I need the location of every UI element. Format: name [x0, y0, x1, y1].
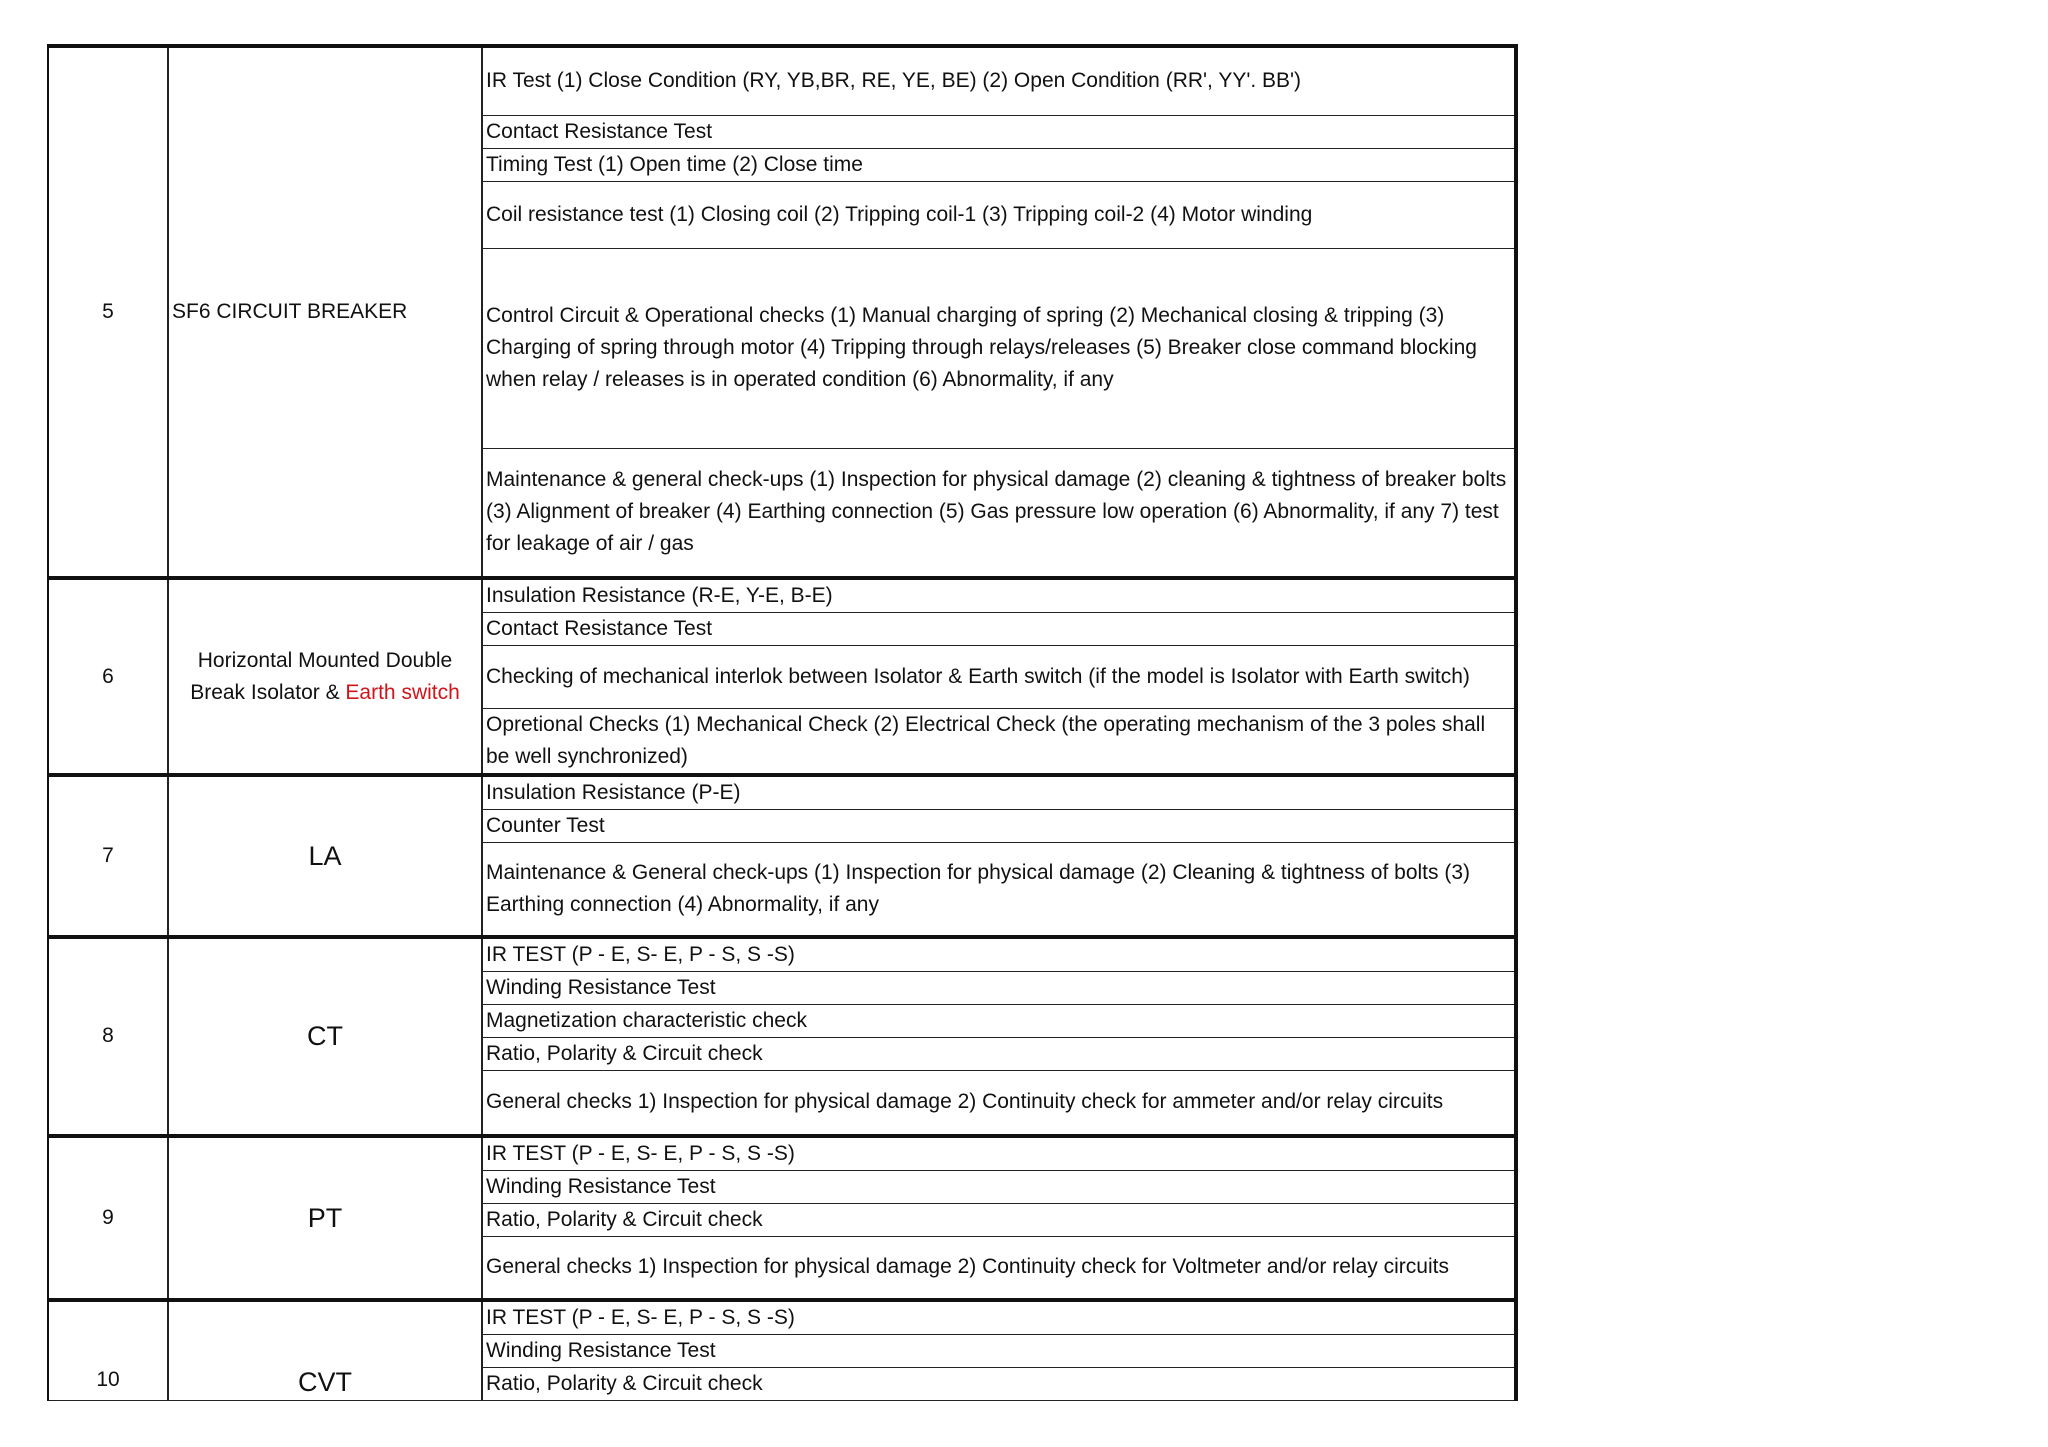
row-number: 5 [48, 46, 168, 578]
test-item: IR Test (1) Close Condition (RY, YB,BR, RE, YE, BE) (2) Open Condition (RR', YY'. BB') [482, 46, 1516, 115]
test-item: Counter Test [482, 810, 1516, 843]
test-item: IR TEST (P - E, S- E, P - S, S -S) [482, 1300, 1516, 1335]
test-item: IR TEST (P - E, S- E, P - S, S -S) [482, 1136, 1516, 1171]
row-number: 9 [48, 1136, 168, 1300]
test-item: Winding Resistance Test [482, 1171, 1516, 1204]
test-item: Ratio, Polarity & Circuit check [482, 1367, 1516, 1400]
test-item: Coil resistance test (1) Closing coil (2) Tripping coil-1 (3) Tripping coil-2 (4) Motor winding [482, 181, 1516, 248]
row-number: 7 [48, 775, 168, 937]
test-item: Checking of mechanical interlok between Isolator & Earth switch (if the model is Isolator with Earth switch) [482, 646, 1516, 709]
test-item: Timing Test (1) Open time (2) Close time [482, 148, 1516, 181]
row-number: 6 [48, 578, 168, 775]
test-item: Control Circuit & Operational checks (1) Manual charging of spring (2) Mechanical closing & tripping (3) Charging of spring through motor (4) Tripping through relays/releases (5) Breaker close command blocking when relay / releases is in operated condition (6) Abnormality, if any [482, 248, 1516, 448]
equipment-name [168, 578, 482, 775]
test-item: IR TEST (P - E, S- E, P - S, S -S) [482, 937, 1516, 972]
test-item: Maintenance & General check-ups (1) Inspection for physical damage (2) Cleaning & tightness of bolts (3) Earthing connection (4) Abnormality, if any [482, 843, 1516, 937]
equipment-name: PT [168, 1136, 482, 1300]
equipment-name: CVT [168, 1300, 482, 1401]
equipment-name: LA [168, 775, 482, 937]
row-number: 10 [48, 1300, 168, 1401]
equipment-name: CT [168, 937, 482, 1137]
test-item: Contact Resistance Test [482, 613, 1516, 646]
test-item: Opretional Checks (1) Mechanical Check (2) Electrical Check (the operating mechanism of the 3 poles shall be well synchronized) [482, 709, 1516, 776]
test-item: Maintenance & general check-ups (1) Inspection for physical damage (2) cleaning & tightness of breaker bolts (3) Alignment of breaker (4) Earthing connection (5) Gas pressure low operation (6) Abnormality, if any 7) test for leakage of air / gas [482, 448, 1516, 578]
test-item: Ratio, Polarity & Circuit check [482, 1204, 1516, 1237]
equipment-name-main: Horizontal Mounted Double Break Isolator & [190, 648, 453, 704]
equipment-name: SF6 CIRCUIT BREAKER [168, 46, 482, 578]
test-item: Contact Resistance Test [482, 115, 1516, 148]
test-item: Magnetization characteristic check [482, 1004, 1516, 1037]
test-item: Insulation Resistance (P-E) [482, 775, 1516, 810]
test-item: Insulation Resistance (R-E, Y-E, B-E) [482, 578, 1516, 613]
test-item: General checks 1) Inspection for physical damage 2) Continuity check for Voltmeter and/or relay circuits [482, 1237, 1516, 1300]
equipment-name-highlight: Earth switch [345, 680, 460, 704]
test-item: General checks 1) Inspection for physical damage 2) Continuity check for ammeter and/or relay circuits [482, 1070, 1516, 1136]
test-item: Ratio, Polarity & Circuit check [482, 1037, 1516, 1070]
test-item: Winding Resistance Test [482, 971, 1516, 1004]
test-checklist-table [47, 44, 1518, 1401]
test-item: Winding Resistance Test [482, 1334, 1516, 1367]
row-number: 8 [48, 937, 168, 1137]
